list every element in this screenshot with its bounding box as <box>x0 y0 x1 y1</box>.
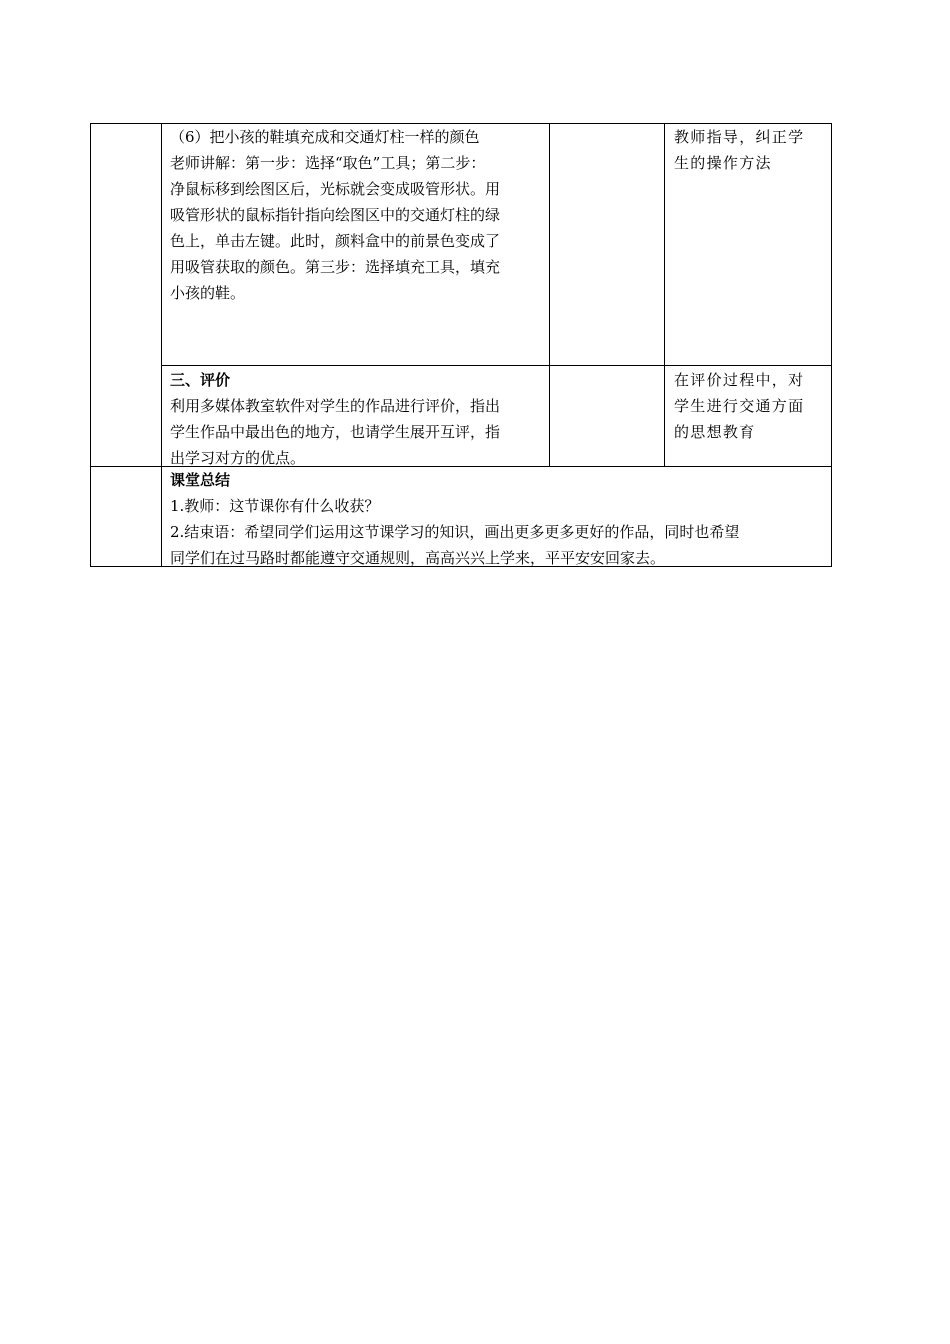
table-rule <box>549 123 550 467</box>
text-line: 学生进行交通方面 <box>674 397 805 415</box>
row2-note <box>674 367 828 445</box>
table-rule <box>161 123 162 567</box>
text-line: 的思想教育 <box>674 423 756 441</box>
row2-content <box>170 367 545 471</box>
text-line: （6）把小孩的鞋填充成和交通灯柱一样的颜色 <box>170 128 480 146</box>
table-border-left <box>90 123 91 567</box>
table-rule <box>664 123 665 467</box>
text-line: 1.教师：这节课你有什么收获？ <box>170 497 380 515</box>
text-line: 净鼠标移到绘图区后，光标就会变成吸管形状。用 <box>170 180 501 198</box>
row3-content <box>170 467 828 571</box>
text-line: 小孩的鞋。 <box>170 284 246 302</box>
text-line: 教师指导，纠正学 <box>674 128 805 146</box>
text-line: 学生作品中最出色的地方，也请学生展开互评，指 <box>170 423 501 441</box>
text-line: 色上，单击左键。此时，颜料盒中的前景色变成了 <box>170 232 501 250</box>
text-line: 生的操作方法 <box>674 154 772 172</box>
section-heading: 课堂总结 <box>170 471 231 489</box>
text-line: 吸管形状的鼠标指针指向绘图区中的交通灯柱的绿 <box>170 206 501 224</box>
text-line: 利用多媒体教室软件对学生的作品进行评价，指出 <box>170 397 501 415</box>
text-line: 老师讲解：第一步：选择“取色”工具；第二步： <box>170 154 486 172</box>
row1-note <box>674 124 828 176</box>
text-line: 在评价过程中，对 <box>674 371 805 389</box>
row1-content <box>170 124 545 306</box>
table-rule <box>161 365 832 366</box>
text-line: 出学习对方的优点。 <box>170 449 306 467</box>
text-line: 2.结束语：希望同学们运用这节课学习的知识，画出更多更多更好的作品，同时也希望 <box>170 523 740 541</box>
table-border-right <box>831 123 832 567</box>
text-line: 同学们在过马路时都能遵守交通规则，高高兴兴上学来，平平安安回家去。 <box>170 549 666 567</box>
text-line: 用吸管获取的颜色。第三步：选择填充工具，填充 <box>170 258 501 276</box>
section-heading: 三、评价 <box>170 371 231 389</box>
